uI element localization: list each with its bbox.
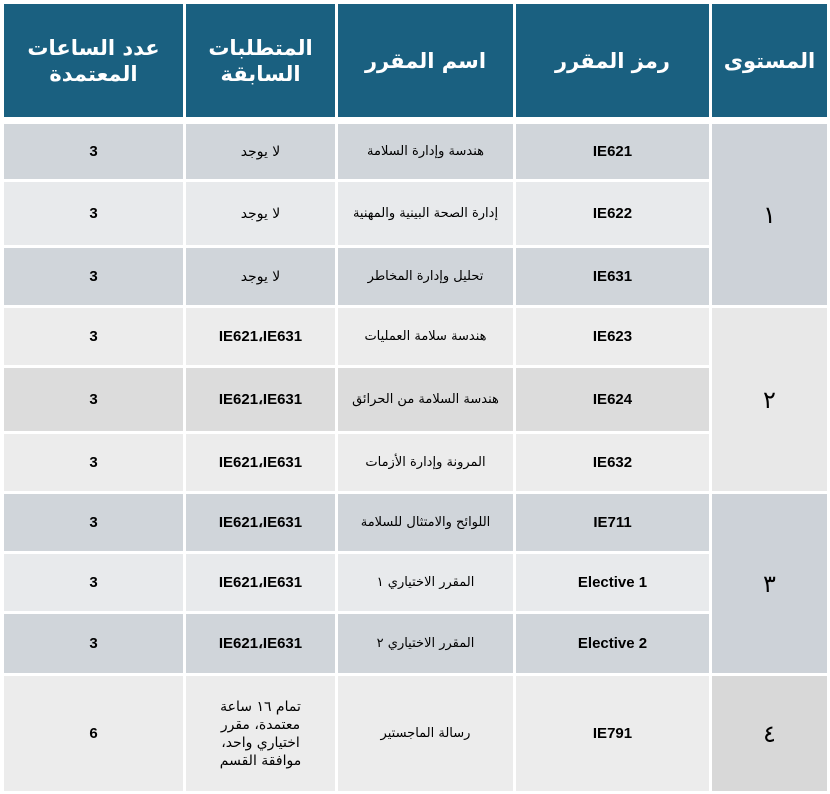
- course-prerequisites: IE621،IE631: [185, 307, 337, 367]
- course-code: IE631: [515, 247, 711, 307]
- level-cell-1: ١: [711, 123, 829, 307]
- course-name: إدارة الصحة البينية والمهنية: [337, 181, 515, 247]
- table-header: [3, 3, 829, 119]
- course-credits: 3: [3, 181, 185, 247]
- course-code: IE622: [515, 181, 711, 247]
- course-name: هندسة وإدارة السلامة: [337, 123, 515, 181]
- header-prerequisites: المتطلبات السابقة: [185, 3, 337, 119]
- table-row: [3, 613, 829, 675]
- table-row: [3, 181, 829, 247]
- course-name: تحليل وإدارة المخاطر: [337, 247, 515, 307]
- course-code: IE632: [515, 433, 711, 493]
- course-credits: 3: [3, 367, 185, 433]
- course-prerequisites: لا يوجد: [185, 181, 337, 247]
- course-code: IE791: [515, 675, 711, 793]
- course-prerequisites: IE621،IE631: [185, 493, 337, 553]
- course-credits: 3: [3, 247, 185, 307]
- course-prerequisites: IE621،IE631: [185, 367, 337, 433]
- course-name: المقرر الاختياري ١: [337, 553, 515, 613]
- table-row: [3, 123, 829, 181]
- course-name: المرونة وإدارة الأزمات: [337, 433, 515, 493]
- header-row: [3, 3, 829, 119]
- table-row: [3, 247, 829, 307]
- table-row: [3, 493, 829, 553]
- course-prerequisites: IE621،IE631: [185, 553, 337, 613]
- table-row: [3, 367, 829, 433]
- header-course-code: رمز المقرر: [515, 3, 711, 119]
- level-cell-2: ٢: [711, 307, 829, 493]
- course-credits: 3: [3, 493, 185, 553]
- course-name: هندسة سلامة العمليات: [337, 307, 515, 367]
- course-credits: 3: [3, 553, 185, 613]
- course-code: IE624: [515, 367, 711, 433]
- course-code: IE621: [515, 123, 711, 181]
- course-prerequisites: لا يوجد: [185, 123, 337, 181]
- course-prerequisites: IE621،IE631: [185, 433, 337, 493]
- course-name: رسالة الماجستير: [337, 675, 515, 793]
- course-name: اللوائح والامتثال للسلامة: [337, 493, 515, 553]
- course-credits: 3: [3, 433, 185, 493]
- table-row: [3, 675, 829, 793]
- table-row: [3, 433, 829, 493]
- course-credits: 3: [3, 123, 185, 181]
- course-prerequisites: IE621،IE631: [185, 613, 337, 675]
- course-code: IE623: [515, 307, 711, 367]
- level-cell-3: ٣: [711, 493, 829, 675]
- course-prerequisites: لا يوجد: [185, 247, 337, 307]
- study-plan-table: [1, 1, 830, 794]
- course-name: هندسة السلامة من الحرائق: [337, 367, 515, 433]
- level-cell-4: ٤: [711, 675, 829, 793]
- header-course-name: اسم المقرر: [337, 3, 515, 119]
- table-row: [3, 553, 829, 613]
- table-body: [3, 119, 829, 793]
- course-credits: 6: [3, 675, 185, 793]
- header-level: المستوى: [711, 3, 829, 119]
- course-prerequisites: تمام ١٦ ساعة معتمدة، مقرر اختياري واحد، موافقة القسم: [185, 675, 337, 793]
- course-name: المقرر الاختياري ٢: [337, 613, 515, 675]
- course-code: Elective 1: [515, 553, 711, 613]
- header-credit-hours: عدد الساعات المعتمدة: [3, 3, 185, 119]
- course-credits: 3: [3, 613, 185, 675]
- course-code: Elective 2: [515, 613, 711, 675]
- course-code: IE711: [515, 493, 711, 553]
- table-row: [3, 307, 829, 367]
- course-credits: 3: [3, 307, 185, 367]
